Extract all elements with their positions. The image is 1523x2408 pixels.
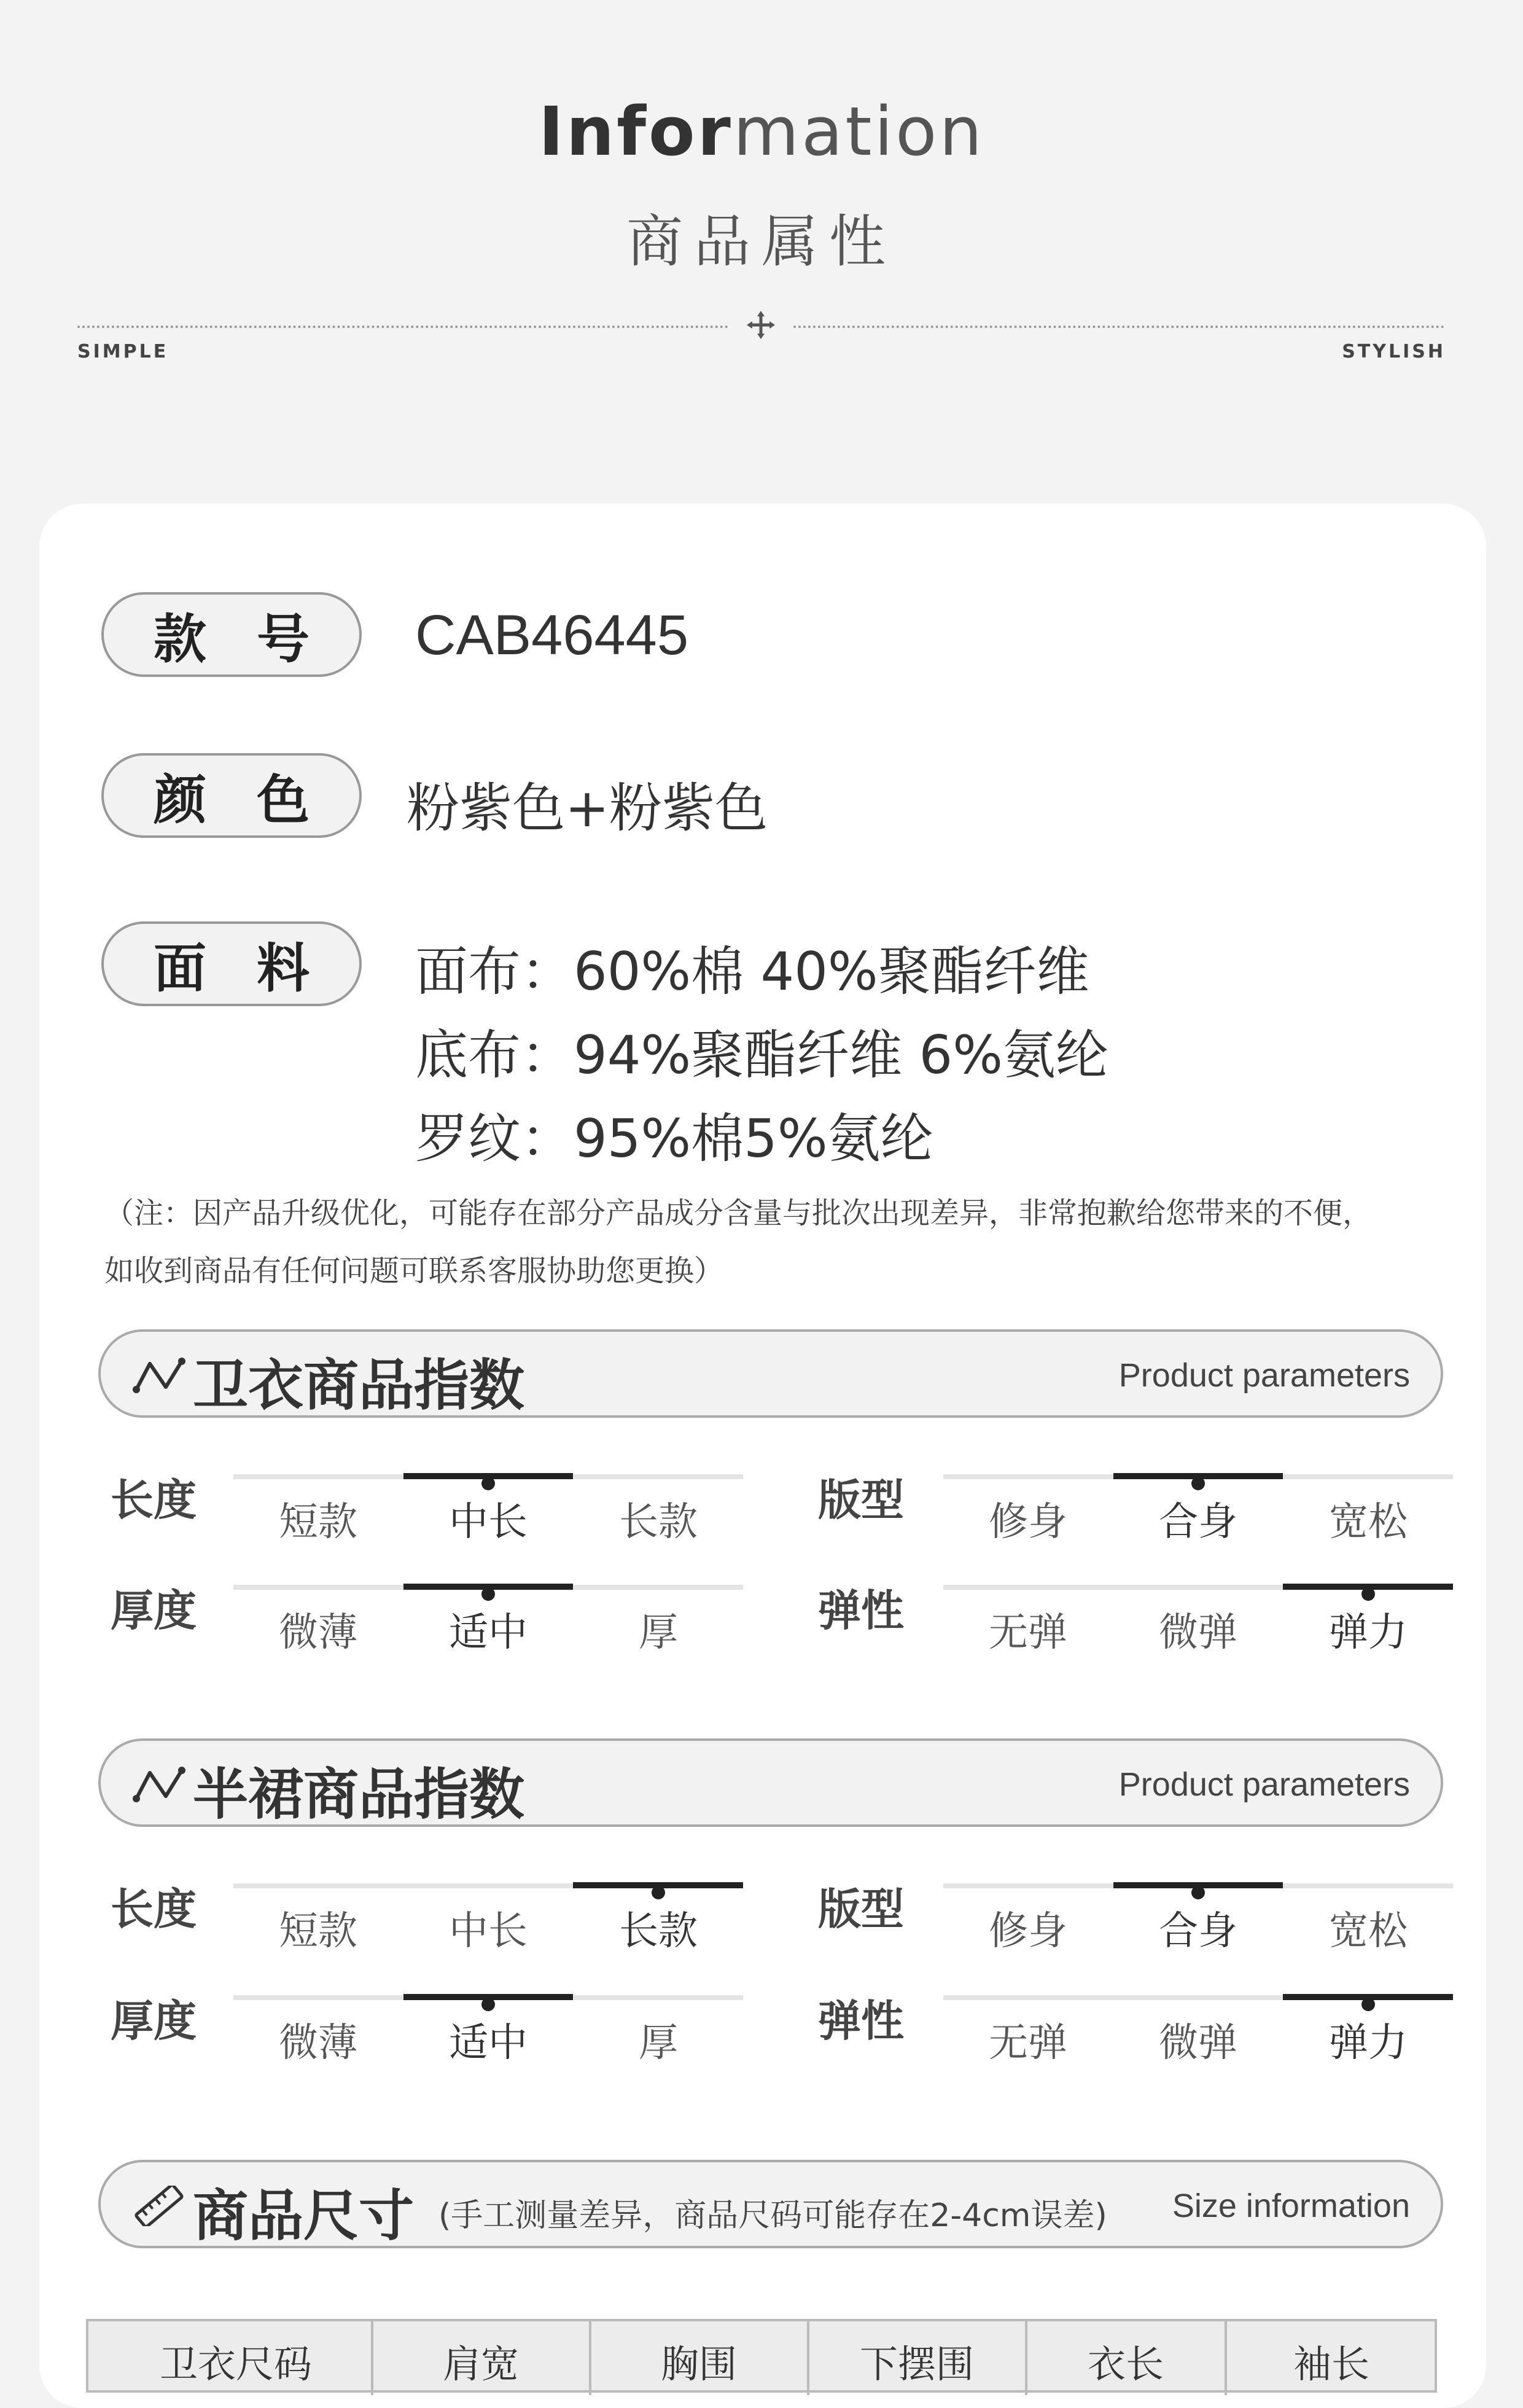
section-en-title: Size information: [1172, 2187, 1410, 2224]
scale-option: 厚: [639, 2020, 678, 2066]
scale-option: 微弹: [1159, 2020, 1237, 2066]
color-label: 颜 色: [101, 753, 362, 838]
scale-option: 无弹: [989, 2020, 1067, 2066]
scale-option: 短款: [279, 1499, 357, 1545]
scale-option: 微薄: [279, 2020, 357, 2066]
scale-knob: [1191, 1886, 1205, 1899]
color-value: 粉紫色+粉紫色: [407, 778, 768, 839]
cross-arrows-icon: [746, 310, 776, 340]
stylish-label: STYLISH: [1342, 341, 1446, 362]
scale-option: 合身: [1159, 1499, 1237, 1545]
param-label: 弹性: [818, 1996, 904, 2046]
section-en-title: Product parameters: [1118, 1357, 1410, 1394]
param-label: 厚度: [111, 1585, 197, 1636]
section-title: 卫衣商品指数: [193, 1353, 524, 1418]
table-header-cell: 衣长: [1087, 2342, 1164, 2386]
scale-option: 微薄: [279, 1610, 357, 1656]
table-header-cell: 肩宽: [442, 2342, 519, 2386]
note-line: （注：因产品升级优化，可能存在部分产品成分含量与批次出现差异，非常抱歉给您带来的不便，: [104, 1196, 1373, 1230]
scale-option: 宽松: [1329, 1909, 1408, 1954]
scale-option: 微弹: [1159, 1610, 1237, 1656]
page-title: [0, 92, 1523, 171]
param-scale: [943, 1995, 1453, 2069]
scale-option: 修身: [989, 1909, 1067, 1954]
scale-option: 短款: [279, 1909, 357, 1954]
title-light-part: mation: [733, 92, 985, 171]
simple-label: SIMPLE: [77, 341, 169, 362]
param-label: 版型: [818, 1884, 904, 1934]
page-subtitle: 商品属性: [626, 209, 897, 275]
scale-option: 厚: [639, 1610, 678, 1656]
scale-option: 合身: [1159, 1909, 1237, 1954]
scale-option: 宽松: [1329, 1499, 1408, 1545]
fabric-line: 面布：60%棉 40%聚酯纤维: [415, 941, 1089, 1003]
ruler-icon: [131, 2186, 187, 2226]
style-number-label: 款 号: [101, 592, 362, 677]
scale-knob: [1191, 1477, 1205, 1490]
table-header-cell: 卫衣尺码: [159, 2342, 312, 2386]
size-table-header: [86, 2319, 1437, 2393]
section-en-title: Product parameters: [1118, 1766, 1410, 1803]
scale-knob: [652, 1886, 665, 1899]
size-note: (手工测量差异，商品尺码可能存在2-4cm误差): [438, 2197, 1107, 2234]
scale-option: 长款: [619, 1909, 698, 1954]
param-label: 版型: [818, 1475, 904, 1525]
note-line: 如收到商品有任何问题可联系客服协助您更换）: [104, 1254, 724, 1288]
param-scale: [233, 1883, 743, 1957]
trend-line-icon: [131, 1764, 187, 1805]
param-label: 弹性: [818, 1585, 904, 1636]
scale-option: 长款: [619, 1499, 698, 1545]
style-number-value: CAB46445: [415, 604, 688, 666]
param-scale: [943, 1585, 1453, 1659]
scale-knob: [1361, 1998, 1375, 2011]
fabric-line: 罗纹：95%棉5%氨纶: [415, 1108, 933, 1170]
divider-right: [793, 326, 1444, 328]
trend-line-icon: [131, 1355, 187, 1396]
scale-knob: [481, 1587, 495, 1601]
table-header-cell: 袖长: [1293, 2342, 1369, 2386]
param-scale: [233, 1585, 743, 1659]
param-label: 厚度: [111, 1996, 197, 2046]
scale-option: 适中: [449, 2020, 528, 2066]
param-label: 长度: [111, 1475, 197, 1525]
section-title: 半裙商品指数: [193, 1762, 524, 1827]
table-header-cell: 胸围: [660, 2342, 737, 2386]
scale-option: 无弹: [989, 1610, 1067, 1656]
fabric-label: 面 料: [101, 921, 362, 1006]
scale-option: 中长: [449, 1499, 528, 1545]
title-bold-part: Infor: [538, 92, 733, 171]
scale-option: 弹力: [1329, 2020, 1408, 2066]
scale-option: 适中: [449, 1610, 528, 1656]
table-header-cell: 下摆围: [859, 2342, 974, 2386]
scale-knob: [481, 1477, 495, 1490]
scale-option: 中长: [449, 1909, 528, 1954]
scale-option: 修身: [989, 1499, 1067, 1545]
fabric-line: 底布：94%聚酯纤维 6%氨纶: [415, 1025, 1108, 1086]
param-label: 长度: [111, 1884, 197, 1934]
hoodie-index-banner: [98, 1329, 1443, 1418]
scale-knob: [1361, 1587, 1375, 1601]
param-scale: [233, 1474, 743, 1548]
divider-left: [77, 326, 728, 328]
param-scale: [943, 1474, 1453, 1548]
size-info-banner: [98, 2160, 1443, 2248]
skirt-index-banner: [98, 1738, 1443, 1827]
section-title: 商品尺寸: [193, 2184, 414, 2248]
param-scale: [233, 1995, 743, 2069]
scale-option: 弹力: [1329, 1610, 1408, 1656]
scale-knob: [481, 1998, 495, 2011]
param-scale: [943, 1883, 1453, 1957]
